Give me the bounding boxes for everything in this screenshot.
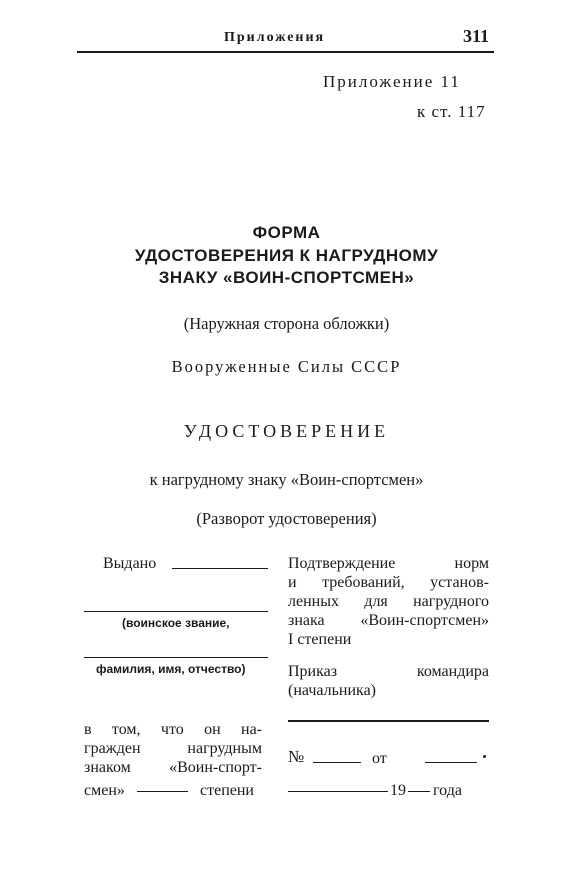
awarded-word: что	[160, 721, 184, 738]
confirmation-word: требований,	[322, 574, 405, 591]
number-sign: №	[288, 747, 305, 766]
appendix-title: Приложение 11	[323, 72, 461, 91]
year-word: года	[433, 782, 462, 799]
outer-side-note: (Наружная сторона обложки)	[183, 314, 390, 333]
armed-forces-line: Вооруженные Силы СССР	[171, 357, 402, 376]
confirmation-word: ленных	[288, 593, 339, 610]
number-fill-line	[313, 762, 361, 763]
year-fill-line	[408, 791, 430, 792]
awarded-word: на-	[241, 721, 262, 738]
confirmation-word: установ-	[430, 574, 489, 591]
order-fill-line	[288, 720, 489, 722]
certificate-heading: УДОСТОВЕРЕНИЕ	[183, 421, 390, 441]
confirmation-word: «Воин-спортсмен»	[360, 612, 489, 629]
degree-fill-line	[137, 791, 188, 792]
awarded-line-2	[84, 739, 262, 759]
rank-fill-line	[84, 611, 268, 612]
date-fill-line	[425, 762, 477, 763]
order-word: командира	[416, 663, 489, 680]
confirmation-word: и	[288, 574, 297, 591]
awarded-word: том,	[111, 721, 141, 738]
degree-word: степени	[200, 782, 254, 799]
awarded-word: «Воин-спорт-	[169, 759, 262, 776]
from-word: от	[372, 750, 387, 767]
issued-label: Выдано	[103, 555, 157, 572]
page-number: 311	[463, 26, 490, 46]
final-word: смен»	[84, 782, 125, 799]
awarded-word: в	[84, 721, 92, 738]
awarded-word: нагрудным	[187, 740, 262, 757]
name-caption: фамилия, имя, отчество)	[96, 662, 246, 676]
confirmation-word: нагрудного	[413, 593, 489, 610]
date-end-dot	[483, 755, 486, 758]
certificate-subtitle: к нагрудному знаку «Воин-спортсмен»	[149, 470, 424, 489]
confirmation-line-2	[288, 573, 489, 593]
confirmation-line-1	[288, 554, 489, 574]
order-word: Приказ	[288, 663, 338, 680]
awarded-word: он	[204, 721, 221, 738]
confirmation-word: знака	[288, 612, 325, 629]
form-title-line3: ЗНАКУ «ВОИН-СПОРТСМЕН»	[158, 268, 415, 287]
issued-fill-line	[172, 568, 268, 569]
form-title-line2: УДОСТОВЕРЕНИЯ К НАГРУДНОМУ	[134, 246, 439, 265]
rank-caption: (воинское звание,	[122, 616, 230, 630]
awarded-line-1	[84, 720, 262, 740]
header-rule	[77, 51, 494, 53]
awarded-word: знаком	[84, 759, 131, 776]
year-prefix: 19	[390, 782, 406, 799]
confirmation-line-4	[288, 611, 489, 631]
confirmation-word: для	[364, 593, 388, 610]
date-day-month-line	[288, 791, 388, 792]
order-line-1	[288, 662, 489, 682]
spread-note: (Разворот удостоверения)	[196, 509, 377, 528]
confirmation-line-3	[288, 592, 489, 612]
order-line-2: (начальника)	[288, 682, 377, 699]
awarded-line-3	[84, 758, 262, 778]
running-head: Приложения	[224, 30, 326, 45]
confirmation-degree: I степени	[288, 631, 352, 648]
confirmation-word: Подтверждение	[288, 555, 396, 572]
appendix-reference: к ст. 117	[417, 102, 486, 121]
awarded-word: гражден	[84, 740, 141, 757]
confirmation-word: норм	[454, 555, 489, 572]
name-fill-line	[84, 657, 268, 658]
form-title-line1: ФОРМА	[252, 223, 321, 242]
